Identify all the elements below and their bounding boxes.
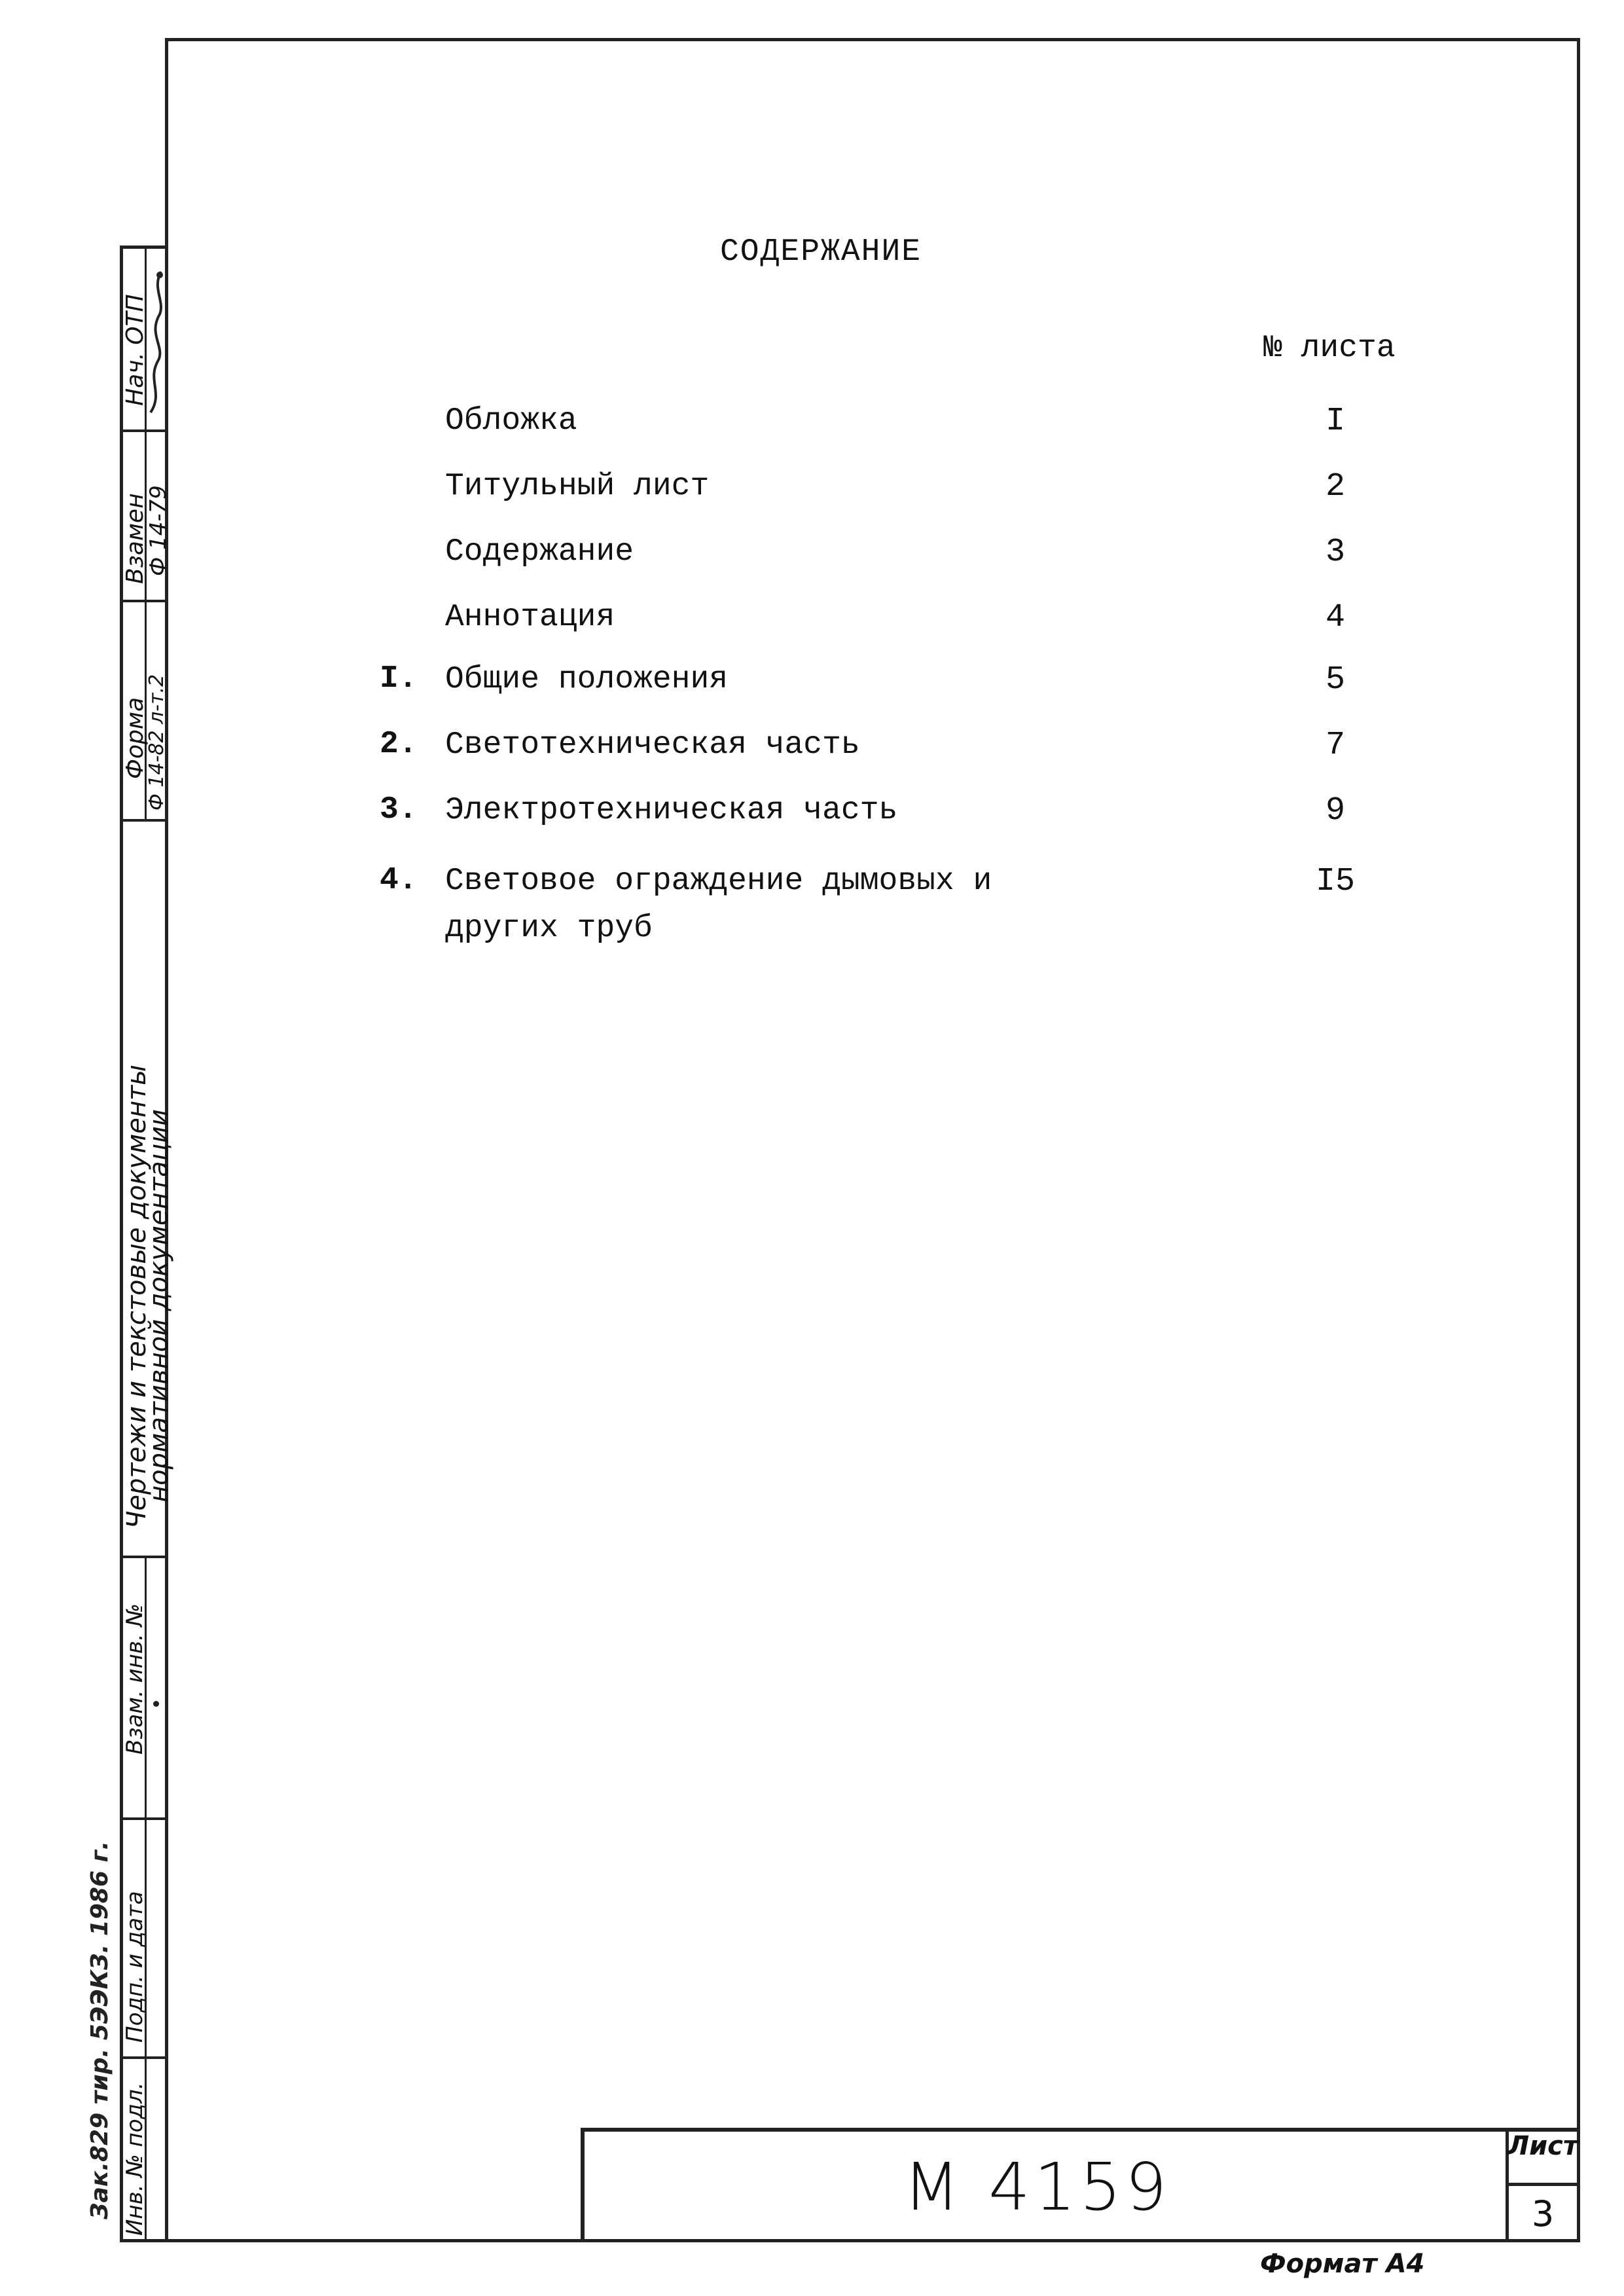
item-label: Световое ограждение дымовых и других труб — [445, 864, 992, 946]
stamp-podp-data-label: Подп. и дата — [122, 1891, 148, 2043]
item-number: 3. — [380, 792, 418, 828]
contents-title: СОДЕРЖАНИЕ — [720, 234, 922, 270]
item-page: 7 — [1325, 727, 1345, 764]
item-label: Содержание — [445, 534, 634, 570]
item-page: I — [1325, 403, 1345, 440]
sheet-label: Лист — [1507, 2131, 1579, 2161]
table-row — [0, 727, 1624, 773]
stamp-vzamen-label: Взамен — [122, 493, 149, 584]
item-number: I. — [380, 661, 418, 697]
stamp-forma-value: Ф 14-82 л-т.2 — [145, 674, 168, 811]
ink-dot — [153, 1701, 159, 1707]
item-label: Титульный лист — [445, 469, 710, 504]
table-row — [0, 599, 1624, 645]
table-row — [0, 792, 1624, 838]
sheet-number-header: № листа — [1263, 331, 1396, 366]
stamp-vzamen-value: Ф 14-79 — [145, 485, 171, 576]
sheet-number: 3 — [1531, 2193, 1555, 2234]
stamp-category-line2: нормативной документации — [144, 1109, 174, 1503]
stamp-nach-otp-label: Нач. ОТП — [122, 294, 149, 406]
signature-icon — [145, 262, 166, 419]
table-row — [0, 468, 1624, 514]
item-page: 2 — [1325, 468, 1345, 505]
stamp-forma-label: Форма — [122, 697, 149, 779]
stamp-cell-podp-data — [123, 1820, 165, 2059]
item-label: Общие положения — [445, 662, 729, 697]
stamp-cell-category — [122, 822, 174, 1558]
item-label: Светотехническая часть — [445, 727, 860, 763]
item-page: I5 — [1316, 863, 1356, 900]
item-label: Аннотация — [445, 600, 615, 635]
item-page: 3 — [1325, 534, 1345, 571]
stamp-inv-podl-label: Инв. № подл. — [122, 2082, 148, 2236]
item-page: 9 — [1325, 792, 1345, 829]
stamp-category-line1: Чертежи и текстовые документы — [122, 1065, 152, 1529]
table-row — [0, 403, 1624, 448]
document-code: М 4159 — [903, 2149, 1171, 2225]
table-row — [0, 661, 1624, 707]
item-label: Обложка — [445, 403, 577, 439]
table-row — [0, 534, 1624, 579]
stamp-cell-vzam-inv — [123, 1558, 165, 1820]
item-number: 4. — [380, 863, 418, 898]
page-frame — [165, 38, 1580, 2242]
stamp-cell-inv-podl — [123, 2059, 165, 2242]
stamp-vzam-inv-label: Взам. инв. № — [122, 1603, 148, 1755]
item-page: 5 — [1325, 661, 1345, 699]
table-row — [0, 863, 1624, 946]
item-number: 2. — [380, 727, 418, 762]
print-run-note: Зак.829 тир. 5ЭЭКЗ. 1986 г. — [86, 1840, 113, 2219]
format-label: Формат А4 — [1260, 2249, 1425, 2279]
item-page: 4 — [1325, 599, 1345, 636]
item-label: Электротехническая часть — [445, 793, 898, 828]
